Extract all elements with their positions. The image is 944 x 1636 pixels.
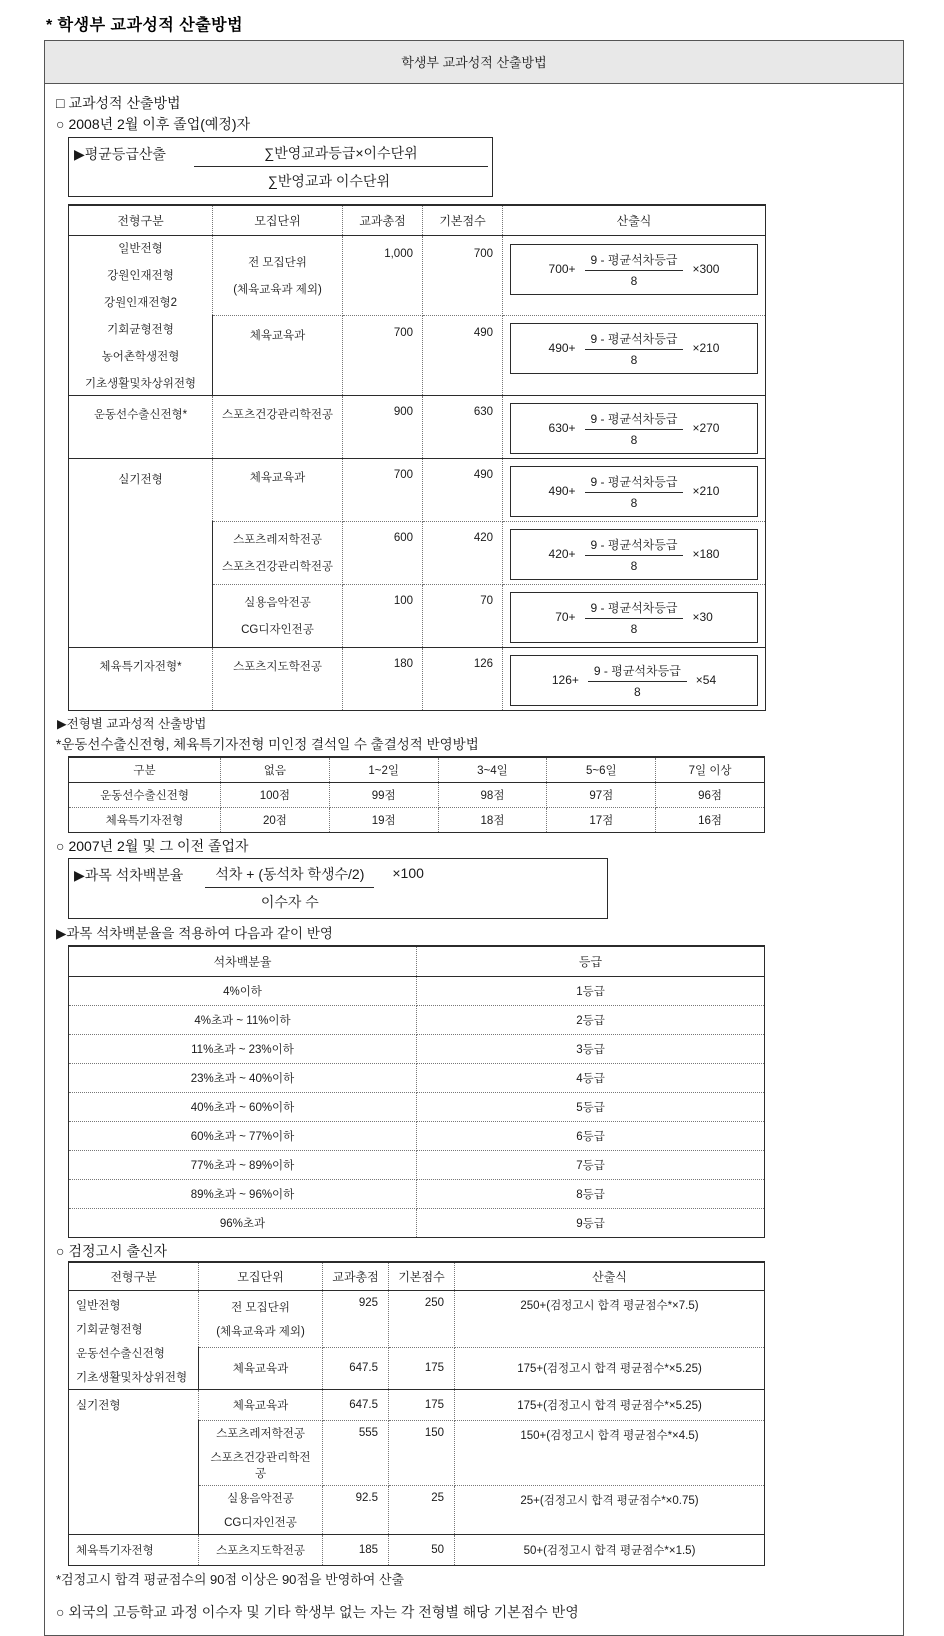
- cell-formula: [503, 235, 766, 316]
- cell-grade: 8등급: [417, 1179, 765, 1208]
- cell-formula: [503, 521, 766, 584]
- final-note: ○ 외국의 고등학교 과정 이수자 및 기타 학생부 없는 자는 각 전형별 해당 기본점수 반영: [56, 1604, 579, 1621]
- cell-absence-value: 16점: [656, 807, 765, 832]
- cell-ged-base-score: 250: [389, 1291, 455, 1347]
- formula-multiplier: ×210: [692, 483, 720, 498]
- th-ged-base-score: 기본점수: [389, 1262, 455, 1291]
- absence-heading-2: *운동선수출신전형, 체육특기자전형 미인정 결석일 수 출결성적 반영방법: [56, 736, 479, 752]
- table-row: [69, 1121, 765, 1150]
- formula-fraction: [585, 472, 684, 510]
- formula-fraction: [585, 598, 684, 636]
- cell-ged-base-score: 50: [389, 1535, 455, 1566]
- table-row: [69, 1291, 765, 1347]
- cell-absence-value: 97점: [547, 782, 656, 807]
- cell-absence-value: 98점: [438, 782, 547, 807]
- unit-label: 스포츠레저학전공: [233, 534, 322, 547]
- th-absence-7plus: 7일 이상: [656, 757, 765, 783]
- circle-line-2008-label: 2008년 2월 이후 졸업(예정)자: [68, 116, 251, 133]
- admission-type-label: 농어촌학생전형: [101, 350, 180, 363]
- formula-denominator: 8: [630, 495, 638, 510]
- cell-recruitment-unit: 체육교육과: [213, 458, 343, 521]
- admission-type-stack: [76, 240, 205, 391]
- th-ged-recruitment-unit: 모집단위: [199, 1262, 323, 1291]
- formula-box: [510, 403, 758, 454]
- unit-stack: [220, 531, 335, 574]
- cell-absence-value: 96점: [656, 782, 765, 807]
- cell-total-score: 100: [343, 584, 423, 647]
- ged-table-wrap: [68, 1261, 765, 1566]
- cell-percentile-range: 89%초과 ~ 96%이하: [69, 1179, 417, 1208]
- formula-numerator: 9 - 평균석차등급: [585, 250, 684, 271]
- ged-type-stack: [76, 1297, 191, 1385]
- ged-unit-label: 스포츠건강관리학전공: [210, 1452, 311, 1481]
- cell-total-score: 900: [343, 395, 423, 458]
- table-row: [69, 1179, 765, 1208]
- main-table-header-row: [69, 205, 766, 236]
- th-percentile: 석차백분율: [69, 946, 417, 977]
- formula-base: 420+: [548, 546, 576, 561]
- th-ged-admission-type: 전형구분: [69, 1262, 199, 1291]
- cell-ged-total-score: 555: [323, 1421, 389, 1486]
- cell-admission-types: 운동선수출신전형*: [69, 395, 213, 458]
- percentile-numerator: 석차 + (동석차 학생수/2): [205, 859, 374, 888]
- cell-formula: [503, 458, 766, 521]
- cell-percentile-range: 60%초과 ~ 77%이하: [69, 1121, 417, 1150]
- unit-label: 스포츠건강관리학전공: [221, 561, 334, 574]
- table-row: [69, 647, 766, 710]
- th-absence-category: 구분: [69, 757, 221, 783]
- formula-fraction: [585, 250, 684, 288]
- cell-ged-total-score: 92.5: [323, 1486, 389, 1535]
- cell-absence-value: 100점: [221, 782, 330, 807]
- cell-base-score: 490: [423, 316, 503, 395]
- ged-unit-label: 전 모집단위: [231, 1301, 290, 1314]
- cell-ged-formula: 175+(검정고시 합격 평균점수*×5.25): [455, 1347, 765, 1390]
- th-base-score: 기본점수: [423, 205, 503, 236]
- cell-base-score: 490: [423, 458, 503, 521]
- formula-base: 490+: [548, 483, 576, 498]
- average-grade-numerator: ∑반영교과등급×이수단위: [194, 138, 488, 167]
- cell-recruitment-unit: [213, 584, 343, 647]
- formula-multiplier: ×270: [692, 420, 720, 435]
- frame-body: [45, 84, 903, 1635]
- formula-numerator: 9 - 평균석차등급: [585, 472, 684, 493]
- unit-stack: [220, 254, 335, 297]
- admission-type-label: 강원인재전형: [107, 269, 174, 282]
- rank-heading: ▶과목 석차백분율을 적용하여 다음과 같이 반영: [56, 925, 333, 941]
- th-absence-1-2: 1~2일: [329, 757, 438, 783]
- th-absence-none: 없음: [221, 757, 330, 783]
- table-row: [69, 782, 765, 807]
- formula-fraction: [585, 329, 684, 367]
- cell-total-score: 1,000: [343, 235, 423, 316]
- circle-line-ged: [56, 1241, 894, 1261]
- formula-numerator: 9 - 평균석차등급: [585, 535, 684, 556]
- ged-unit-label: 실용음악전공: [227, 1493, 294, 1506]
- formula-multiplier: ×210: [692, 341, 720, 356]
- cell-grade: 6등급: [417, 1121, 765, 1150]
- cell-absence-value: 20점: [221, 807, 330, 832]
- formula-denominator: 8: [630, 621, 638, 636]
- th-absence-5-6: 5~6일: [547, 757, 656, 783]
- cell-ged-total-score: 647.5: [323, 1390, 389, 1421]
- ged-type-label: 일반전형: [76, 1300, 121, 1313]
- cell-ged-formula: 25+(검정고시 합격 평균점수*×0.75): [455, 1486, 765, 1535]
- ged-type-label: 운동선수출신전형: [76, 1348, 165, 1361]
- table-row: [69, 1063, 765, 1092]
- formula-fraction: [585, 535, 684, 573]
- formula-base: 70+: [555, 609, 576, 624]
- th-grade: 등급: [417, 946, 765, 977]
- formula-box: [510, 529, 758, 580]
- average-grade-formula-box: [68, 137, 493, 197]
- cell-ged-admission-types: 실기전형: [69, 1390, 199, 1535]
- cell-ged-base-score: 25: [389, 1486, 455, 1535]
- cell-percentile-range: 23%초과 ~ 40%이하: [69, 1063, 417, 1092]
- average-grade-label: ▶평균등급산출: [74, 145, 166, 162]
- formula-multiplier: ×180: [692, 546, 720, 561]
- cell-ged-total-score: 647.5: [323, 1347, 389, 1390]
- ged-unit-stack: [206, 1490, 315, 1530]
- table-row: [69, 1535, 765, 1566]
- cell-percentile-range: 40%초과 ~ 60%이하: [69, 1092, 417, 1121]
- unit-label: CG디자인전공: [241, 624, 314, 637]
- th-total-score: 교과총점: [343, 205, 423, 236]
- formula-denominator: 8: [630, 273, 638, 288]
- cell-absence-label: 운동선수출신전형: [69, 782, 221, 807]
- cell-ged-base-score: 175: [389, 1347, 455, 1390]
- average-grade-fraction: [166, 138, 492, 196]
- admission-type-label: 기회균형전형: [107, 323, 174, 336]
- formula-multiplier: ×54: [695, 672, 717, 687]
- average-grade-denominator: ∑반영교과 이수단위: [267, 172, 390, 189]
- cell-base-score: 420: [423, 521, 503, 584]
- cell-base-score: 126: [423, 647, 503, 710]
- cell-recruitment-unit: 체육교육과: [213, 316, 343, 395]
- cell-ged-recruitment-unit: [199, 1421, 323, 1486]
- cell-total-score: 700: [343, 458, 423, 521]
- table-row: [69, 1150, 765, 1179]
- cell-admission-types: 실기전형: [69, 458, 213, 647]
- table-row: [69, 807, 765, 832]
- percentile-label: ▶과목 석차백분율: [74, 866, 184, 883]
- table-row: [69, 1005, 765, 1034]
- ged-unit-stack: [206, 1425, 315, 1481]
- main-score-table-wrap: [68, 204, 765, 711]
- formula-numerator: 9 - 평균석차등급: [588, 661, 687, 682]
- formula-fraction: [588, 661, 687, 699]
- cell-grade: 1등급: [417, 976, 765, 1005]
- cell-formula: [503, 584, 766, 647]
- cell-ged-recruitment-unit: 체육교육과: [199, 1347, 323, 1390]
- cell-absence-value: 99점: [329, 782, 438, 807]
- cell-formula: [503, 647, 766, 710]
- cell-ged-base-score: 150: [389, 1421, 455, 1486]
- formula-denominator: 8: [630, 558, 638, 573]
- formula-base: 490+: [548, 341, 576, 356]
- cell-grade: 3등급: [417, 1034, 765, 1063]
- th-ged-formula: 산출식: [455, 1262, 765, 1291]
- absence-heading-1: ▶전형별 교과성적 산출방법: [57, 716, 207, 731]
- formula-fraction: [585, 409, 684, 447]
- cell-base-score: 700: [423, 235, 503, 316]
- cell-ged-recruitment-unit: [199, 1291, 323, 1347]
- ged-unit-stack: [206, 1299, 315, 1339]
- page-title: * 학생부 교과성적 산출방법: [46, 17, 244, 34]
- th-absence-3-4: 3~4일: [438, 757, 547, 783]
- cell-grade: 9등급: [417, 1208, 765, 1237]
- cell-total-score: 180: [343, 647, 423, 710]
- formula-box: [510, 655, 758, 706]
- circle-icon: ○: [56, 116, 65, 133]
- circle-line-2008: [56, 114, 894, 134]
- admission-type-label: 강원인재전형2: [103, 296, 178, 309]
- admission-type-label: 기초생활및차상위전형: [84, 377, 197, 390]
- cell-absence-value: 18점: [438, 807, 547, 832]
- checkbox-line-label: 교과성적 산출방법: [68, 95, 181, 111]
- circle-line-ged-label: 검정고시 출신자: [68, 1242, 168, 1259]
- main-score-table: [68, 204, 766, 711]
- cell-admission-types: [69, 235, 213, 395]
- formula-box: [510, 323, 758, 374]
- percentile-formula-box: [68, 858, 608, 919]
- formula-base: 700+: [548, 261, 576, 276]
- formula-multiplier: ×300: [692, 261, 720, 276]
- cell-percentile-range: 77%초과 ~ 89%이하: [69, 1150, 417, 1179]
- cell-recruitment-unit: 스포츠지도학전공: [213, 647, 343, 710]
- circle-icon: ○: [56, 837, 65, 854]
- unit-label: (체육교육과 제외): [233, 283, 322, 296]
- th-admission-type: 전형구분: [69, 205, 213, 236]
- absence-table-wrap: [68, 756, 765, 833]
- rank-table-body: [69, 976, 765, 1237]
- unit-label: 전 모집단위: [248, 256, 307, 269]
- circle-icon: ○: [56, 1242, 65, 1259]
- formula-base: 126+: [551, 672, 579, 687]
- formula-multiplier: ×30: [692, 609, 713, 624]
- formula-numerator: 9 - 평균석차등급: [585, 598, 684, 619]
- banner-title: 학생부 교과성적 산출방법: [45, 41, 903, 84]
- cell-percentile-range: 4%이하: [69, 976, 417, 1005]
- unit-label: 실용음악전공: [244, 597, 311, 610]
- ged-type-label: 기초생활및차상위전형: [76, 1372, 188, 1385]
- formula-denominator: 8: [630, 353, 638, 368]
- formula-box: [510, 592, 758, 643]
- ged-score-table: [68, 1261, 765, 1566]
- ged-unit-label: CG디자인전공: [224, 1517, 297, 1530]
- formula-denominator: 8: [630, 432, 638, 447]
- cell-ged-total-score: 925: [323, 1291, 389, 1347]
- table-row: [69, 395, 766, 458]
- absence-header-row: [69, 757, 765, 783]
- cell-ged-base-score: 175: [389, 1390, 455, 1421]
- rank-table-wrap: [68, 945, 765, 1238]
- cell-grade: 2등급: [417, 1005, 765, 1034]
- square-icon: □: [56, 95, 65, 111]
- formula-numerator: 9 - 평균석차등급: [585, 409, 684, 430]
- table-row: [69, 458, 766, 521]
- formula-numerator: 9 - 평균석차등급: [585, 329, 684, 350]
- cell-grade: 5등급: [417, 1092, 765, 1121]
- cell-percentile-range: 11%초과 ~ 23%이하: [69, 1034, 417, 1063]
- th-formula: 산출식: [503, 205, 766, 236]
- cell-base-score: 630: [423, 395, 503, 458]
- cell-ged-recruitment-unit: [199, 1486, 323, 1535]
- cell-grade: 7등급: [417, 1150, 765, 1179]
- cell-absence-label: 체육특기자전형: [69, 807, 221, 832]
- absence-table: [68, 756, 765, 833]
- cell-formula: [503, 395, 766, 458]
- cell-ged-recruitment-unit: 체육교육과: [199, 1390, 323, 1421]
- cell-recruitment-unit: [213, 235, 343, 316]
- cell-absence-value: 17점: [547, 807, 656, 832]
- cell-recruitment-unit: [213, 521, 343, 584]
- cell-total-score: 700: [343, 316, 423, 395]
- cell-formula: [503, 316, 766, 395]
- percentile-denominator: 이수자 수: [260, 893, 319, 910]
- formula-base: 630+: [548, 420, 576, 435]
- cell-percentile-range: 96%초과: [69, 1208, 417, 1237]
- cell-ged-admission-types: [69, 1291, 199, 1390]
- ged-unit-label: (체육교육과 제외): [216, 1325, 305, 1338]
- ged-header-row: [69, 1262, 765, 1291]
- formula-box: [510, 244, 758, 295]
- cell-absence-value: 19점: [329, 807, 438, 832]
- cell-ged-formula: 250+(검정고시 합격 평균점수*×7.5): [455, 1291, 765, 1347]
- cell-ged-admission-types: 체육특기자전형: [69, 1535, 199, 1566]
- table-row: [69, 1390, 765, 1421]
- cell-percentile-range: 4%초과 ~ 11%이하: [69, 1005, 417, 1034]
- cell-base-score: 70: [423, 584, 503, 647]
- formula-box: [510, 466, 758, 517]
- table-row: [69, 1208, 765, 1237]
- ged-type-label: 기회균형전형: [76, 1324, 143, 1337]
- cell-admission-types: 체육특기자전형*: [69, 647, 213, 710]
- ged-footnote: *검정고시 합격 평균점수의 90점 이상은 90점을 반영하여 산출: [56, 1572, 405, 1588]
- cell-recruitment-unit: 스포츠건강관리학전공: [213, 395, 343, 458]
- cell-ged-formula: 50+(검정고시 합격 평균점수*×1.5): [455, 1535, 765, 1566]
- table-row: [69, 1034, 765, 1063]
- table-row: [69, 976, 765, 1005]
- cell-grade: 4등급: [417, 1063, 765, 1092]
- cell-ged-formula: 150+(검정고시 합격 평균점수*×4.5): [455, 1421, 765, 1486]
- checkbox-line: [56, 93, 894, 113]
- cell-ged-formula: 175+(검정고시 합격 평균점수*×5.25): [455, 1390, 765, 1421]
- admission-type-label: 일반전형: [118, 242, 163, 255]
- circle-line-2007: [56, 836, 894, 856]
- cell-total-score: 600: [343, 521, 423, 584]
- cell-ged-recruitment-unit: 스포츠지도학전공: [199, 1535, 323, 1566]
- th-recruitment-unit: 모집단위: [213, 205, 343, 236]
- table-row: [69, 1092, 765, 1121]
- ged-unit-label: 스포츠레저학전공: [216, 1428, 305, 1441]
- unit-stack: [220, 594, 335, 637]
- percentile-fraction: [205, 859, 374, 916]
- document-frame: [44, 40, 904, 1636]
- cell-ged-total-score: 185: [323, 1535, 389, 1566]
- percentile-multiplier: ×100: [392, 864, 424, 881]
- table-row: [69, 235, 766, 316]
- rank-grade-table: [68, 945, 765, 1238]
- th-ged-total-score: 교과총점: [323, 1262, 389, 1291]
- rank-header-row: [69, 946, 765, 977]
- circle-line-2007-label: 2007년 2월 및 그 이전 졸업자: [68, 837, 249, 854]
- formula-denominator: 8: [633, 684, 641, 699]
